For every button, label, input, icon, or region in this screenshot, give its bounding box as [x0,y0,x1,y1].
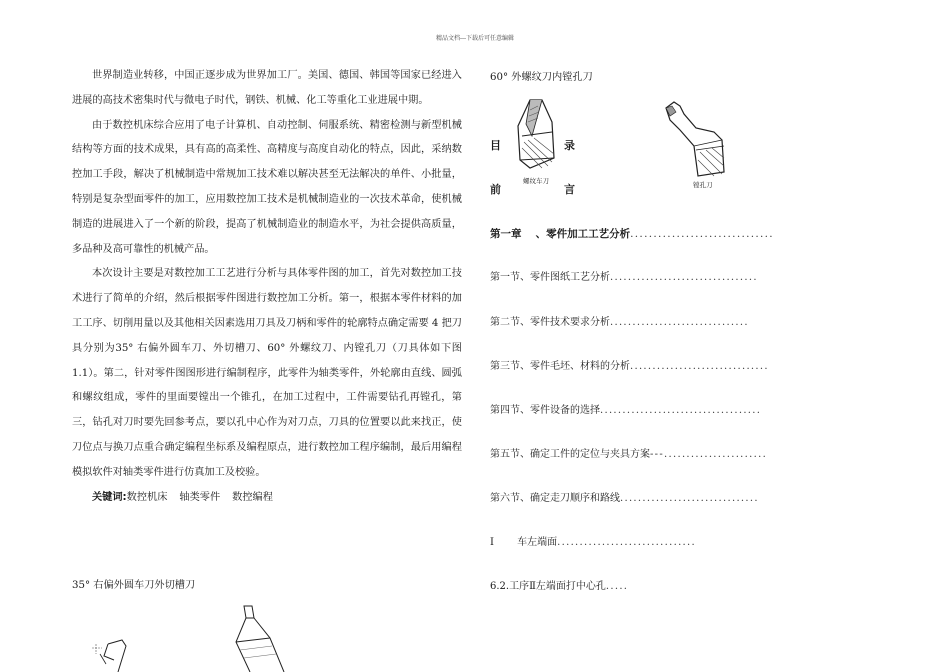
toc-dot-leader: ............................... [557,537,696,548]
paragraph: 世界制造业转移，中国正逐步成为世界加工厂。美国、德国、韩国等国家已经进入进展的高技术密集时代与微电子时代，钢铁、机械、化工等重化工业进展中期。 [72,70,462,106]
toc-heading-mu: 目 [490,139,501,152]
toc-entry-title: Ⅰ 车左端面 [490,537,558,548]
figure-caption-left: 35° 右偏外圆车刀外切槽刀 [72,580,196,591]
toc-dot-leader: ---....................... [650,449,768,460]
toc-entry-title: 6.2.工序Ⅱ左端面打中心孔 [490,581,606,592]
grooving-tool-illustration [226,604,290,672]
toc-entry-title: 第三节、零件毛坯、材料的分析 [490,361,630,372]
preface-heading-qian: 前 [490,183,501,196]
thread-tool-illustration [508,96,568,176]
keywords-label: 关键词: [92,491,127,503]
toc-entry[interactable] [490,533,696,548]
keyword: 数控机床 [126,491,168,503]
toc-entry-title: 第一节、零件图纸工艺分析 [490,272,610,283]
toc-entry[interactable] [490,577,628,592]
toc-dot-leader: ............................... [610,317,749,328]
toc-entry-title: 第四节、零件设备的选择 [490,405,600,416]
paragraph: 由于数控机床综合应用了电子计算机、自动控制、伺服系统、精密检测与新型机械结构等方面的技术成果，具有高的高柔性、高精度与高度自动化的特点，因此，采纳数控加工手段，解决了机械制造中常规加工技术难以解决甚至无法解决的单件、小批量，特别是复杂型面零件的加工，应用数控加工技术是机械制造业的一次技术革命，使机械制造的进展进入了一个新的阶段，提高了机械制造业的制造水平，为社会提供高质量，多品种及高可靠性的机械产品。 [72,119,462,255]
left-column [72,64,462,510]
toc-entry[interactable] [490,357,769,372]
keyword: 数控编程 [232,491,273,503]
toc-dot-leader: ............................... [630,228,774,240]
toc-entry-title: 第六节、确定走刀顺序和路线 [490,493,620,504]
toc-entry[interactable] [490,268,758,283]
toc-entry-title: 第二节、零件技术要求分析 [490,317,610,328]
toc-entry[interactable] [490,489,759,504]
toc-dot-leader: ............................... [630,361,769,372]
thread-tool-label: 螺纹车刀 [523,177,549,185]
boring-tool-illustration [662,100,742,178]
toc-entry[interactable] [490,445,767,460]
paragraph: 本次设计主要是对数控加工工艺进行分析与具体零件图的加工，首先对数控加工技术进行了简单的介绍，然后根据零件图进行数控加工分析。第一，根据本零件材料的加工工序、切削用量以及其他相关因素选用刀具及刀柄和零件的轮廓特点确定需要 4 把刀具分别为35° 右偏外圆车刀、外切槽刀、60° 外螺纹刀、内镗孔刀（刀具体如下图 1.1）。第二，针对零件图图形进行编制程序，此零件为轴类零件，外轮廓由直线、圆弧和螺纹组成，零件的里面要镗出一个锥孔，在加工过程中，工件需要钻孔再镗孔，第三，钻孔对刀时要先回参考点，要以孔中心作为对刀点，刀具的位置要以此来找正，使刀位点与换刀点重合确定编程坐标系及编程原点，进行数控加工程序编制，最后用编程模拟软件对轴类零件进行仿真加工及校验。 [72,268,462,478]
keyword: 轴类零件 [179,491,221,503]
toc-entry[interactable] [490,401,761,416]
toc-dot-leader: ............................... [620,493,759,504]
boring-tool-label: 镗孔刀 [693,181,713,189]
toc-dot-leader: ..... [605,581,629,592]
toc-dot-leader: .................................... [600,405,762,416]
toc-dot-leader: ................................. [610,272,758,283]
toc-entry-title: 第一章 、零件加工工艺分析 [490,228,631,240]
turning-tool-illustration [88,636,138,672]
toc-entry-chapter1[interactable] [490,226,774,241]
figure-caption-right: 60° 外螺纹刀内镗孔刀 [490,72,593,83]
keywords [72,486,462,510]
toc-entry-title: 第五节、确定工件的定位与夹具方案 [490,449,650,460]
toc-heading-lu: 录 [564,139,575,152]
toc-entry[interactable] [490,313,749,328]
page-header: 精品文档---下载后可任意编辑 [435,35,515,42]
preface-heading-yan: 言 [564,183,575,196]
